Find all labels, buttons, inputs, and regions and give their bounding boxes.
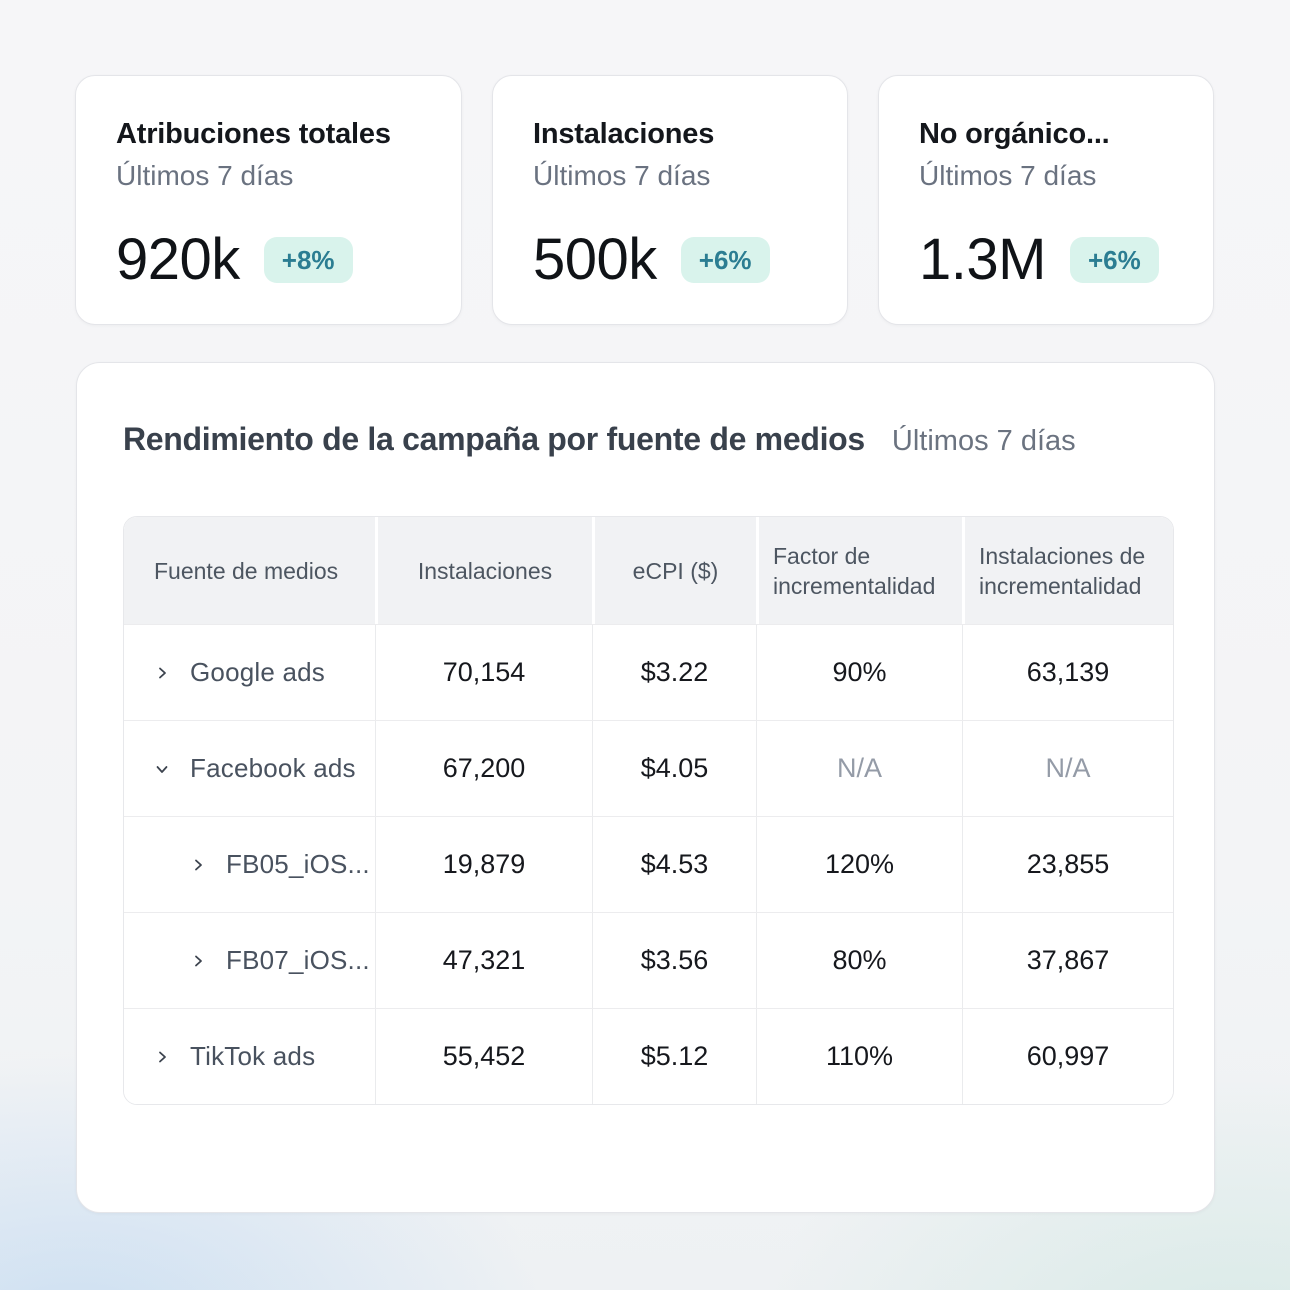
table-row[interactable] bbox=[124, 1008, 1173, 1104]
kpi-value-row bbox=[533, 229, 811, 291]
ecpi-cell: $5.12 bbox=[592, 1009, 756, 1104]
media-source-cell[interactable] bbox=[124, 625, 375, 720]
table-row[interactable] bbox=[124, 912, 1173, 1008]
ecpi-cell: $3.56 bbox=[592, 913, 756, 1008]
kpi-title: Atribuciones totales bbox=[116, 118, 391, 150]
chevron-down-icon[interactable] bbox=[154, 761, 170, 777]
media-source-cell[interactable] bbox=[124, 817, 375, 912]
installs-cell: 47,321 bbox=[375, 913, 592, 1008]
incrementality-factor-cell: N/A bbox=[756, 721, 962, 816]
media-source-cell[interactable] bbox=[124, 913, 375, 1008]
chevron-right-icon[interactable] bbox=[154, 665, 170, 681]
kpi-value-row bbox=[116, 229, 425, 291]
kpi-delta-badge: +6% bbox=[681, 237, 770, 283]
kpi-period: Últimos 7 días bbox=[533, 160, 711, 191]
incrementality-factor-cell: 80% bbox=[756, 913, 962, 1008]
column-header-installs: Instalaciones bbox=[375, 517, 592, 624]
media-source-label: Facebook ads bbox=[190, 753, 356, 783]
kpi-value-row bbox=[919, 229, 1177, 291]
incrementality-factor-cell: 90% bbox=[756, 625, 962, 720]
kpi-card-row bbox=[75, 75, 1214, 325]
kpi-card-non-organic bbox=[878, 75, 1214, 325]
installs-cell: 67,200 bbox=[375, 721, 592, 816]
column-header-ecpi: eCPI ($) bbox=[592, 517, 756, 624]
column-header-incremental-installs: Instalaciones de incrementalidad bbox=[962, 517, 1173, 624]
kpi-delta-badge: +8% bbox=[264, 237, 353, 283]
kpi-period: Últimos 7 días bbox=[919, 160, 1097, 191]
chevron-right-icon[interactable] bbox=[190, 953, 206, 969]
incremental-installs-cell: 63,139 bbox=[962, 625, 1173, 720]
incremental-installs-cell: 23,855 bbox=[962, 817, 1173, 912]
incremental-installs-cell: N/A bbox=[962, 721, 1173, 816]
incremental-installs-cell: 37,867 bbox=[962, 913, 1173, 1008]
kpi-card-total-attributions bbox=[75, 75, 462, 325]
media-source-cell[interactable] bbox=[124, 1009, 375, 1104]
incremental-installs-cell: 60,997 bbox=[962, 1009, 1173, 1104]
kpi-title: Instalaciones bbox=[533, 118, 715, 150]
chevron-right-icon[interactable] bbox=[154, 1049, 170, 1065]
campaign-performance-card bbox=[76, 362, 1215, 1213]
table-row[interactable] bbox=[124, 816, 1173, 912]
campaign-card-header bbox=[123, 421, 1168, 465]
incrementality-factor-cell: 120% bbox=[756, 817, 962, 912]
media-source-table bbox=[123, 516, 1174, 1105]
table-header-row bbox=[124, 517, 1173, 624]
media-source-label: FB07_iOS... bbox=[226, 945, 370, 975]
ecpi-cell: $3.22 bbox=[592, 625, 756, 720]
campaign-card-period: Últimos 7 días bbox=[891, 425, 1076, 457]
ecpi-cell: $4.53 bbox=[592, 817, 756, 912]
table-row[interactable] bbox=[124, 624, 1173, 720]
chevron-right-icon[interactable] bbox=[190, 857, 206, 873]
column-header-incrementality-factor: Factor de incrementalidad bbox=[756, 517, 962, 624]
table-body bbox=[124, 624, 1173, 1104]
kpi-value: 920k bbox=[116, 227, 240, 292]
kpi-value: 1.3M bbox=[919, 227, 1046, 292]
kpi-value: 500k bbox=[533, 227, 657, 292]
media-source-label: Google ads bbox=[190, 657, 325, 687]
media-source-label: TikTok ads bbox=[190, 1041, 316, 1071]
installs-cell: 70,154 bbox=[375, 625, 592, 720]
installs-cell: 55,452 bbox=[375, 1009, 592, 1104]
column-header-media-source: Fuente de medios bbox=[124, 517, 375, 624]
campaign-card-title: Rendimiento de la campaña por fuente de medios bbox=[123, 421, 865, 457]
kpi-delta-badge: +6% bbox=[1070, 237, 1159, 283]
kpi-period: Últimos 7 días bbox=[116, 160, 294, 191]
media-source-label: FB05_iOS... bbox=[226, 849, 370, 879]
ecpi-cell: $4.05 bbox=[592, 721, 756, 816]
kpi-title: No orgánico... bbox=[919, 118, 1110, 150]
table-row[interactable] bbox=[124, 720, 1173, 816]
kpi-card-installs bbox=[492, 75, 848, 325]
media-source-cell[interactable] bbox=[124, 721, 375, 816]
incrementality-factor-cell: 110% bbox=[756, 1009, 962, 1104]
installs-cell: 19,879 bbox=[375, 817, 592, 912]
